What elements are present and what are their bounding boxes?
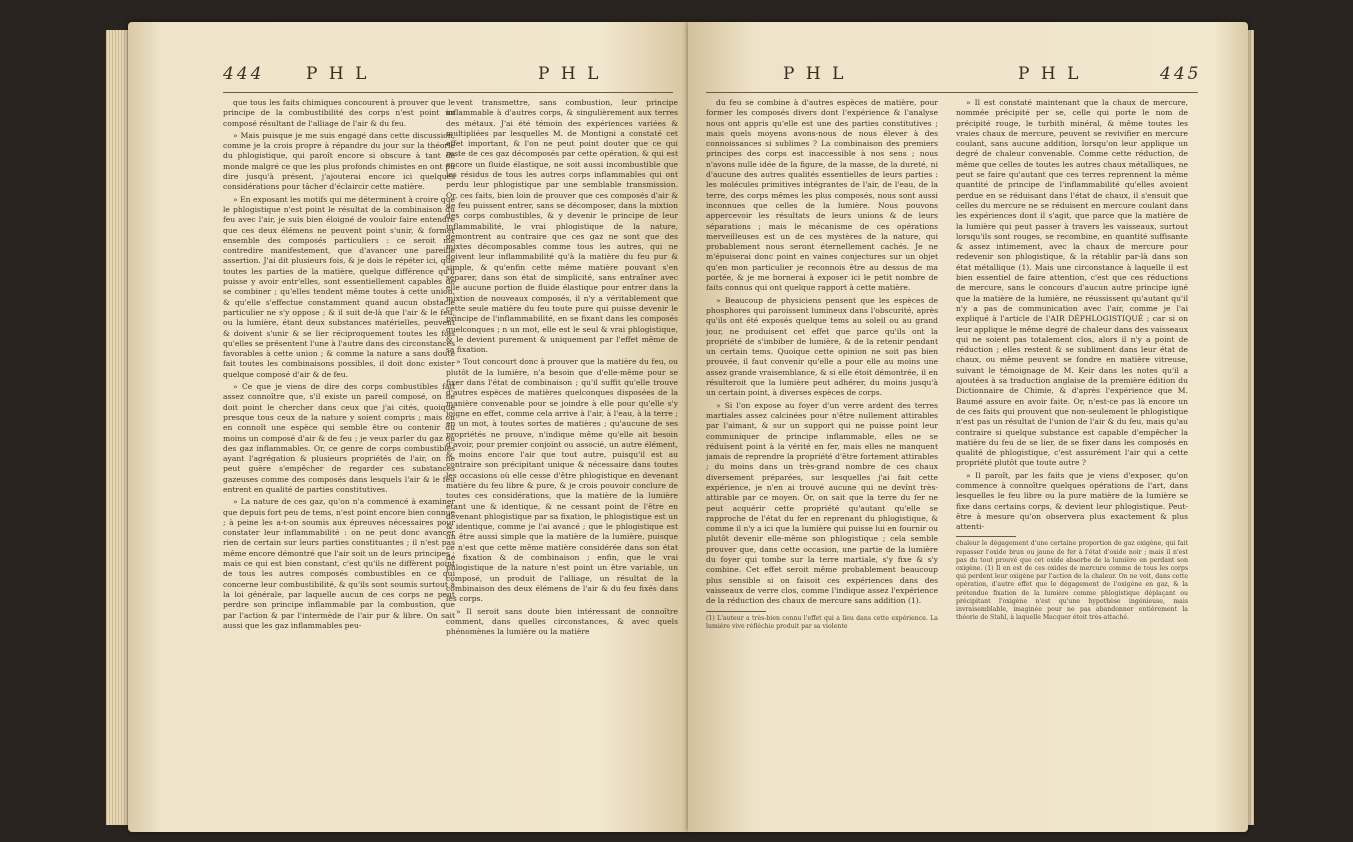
right-page-column-2 xyxy=(956,98,1188,818)
header-rule-left xyxy=(223,92,673,93)
footnote: (1) L'auteur a très-bien connu l'effet qui a lieu dans cette expérience. La lumière vive réfléchie produit par sa violente xyxy=(706,614,938,630)
paragraph: vent transmettre, sans combustion, leur principe inflammable à d'autres corps, & singulièrement aux terres des métaux. J'ai été témoin des expériences variées & multipliées par lesquelles M. de Montigni a constaté cet effet important, & l'on ne peut point douter que ce qui reste de ces gaz décomposés par cette opération, & qui est encore un fluide élastique, ne soit aussi incombustible que les résidus de tous les autres corps inflammables qui ont perdu leur phlogistique par une semblable transmission. Or, ces faits, bien loin de prouver que ces composés d'air & de feu puissent entrer, sans se décomposer, dans la mixtion des corps combustibles, & y devenir le principe de leur inflammabilité, le vrai phlogistique de la nature, démontrent au contraire que ces gaz ne sont que des mixtes décomposables comme tous les autres, qui ne doivent leur inflammabilité qu'à la matière du feu pur & simple, & qu'enfin cette même matière pouvant s'en séparer, dans son état de simplicité, sans entraîner avec elle aucune portion de fluide élastique pour entrer dans la mixtion de nouveaux composés, il n'y a véritablement que cette seule matière du feu toute pure qui puisse devenir le principe de l'inflammabilité, en se fixant dans les composés quelconques ; n un mot, elle est le seul & vrai phlogistique, & le devient purement & uniquement par l'effet même de sa fixation. xyxy=(446,98,678,355)
paragraph: » Il seroit sans doute bien intéressant de connoître comment, dans quelles circonstances, & avec quels phénomènes la lumière ou la matière xyxy=(446,606,678,637)
right-page xyxy=(688,22,1248,832)
paragraph: » Tout concourt donc à prouver que la matière du feu, ou plutôt de la lumière, n'a besoin que d'elle-même pour se fixer dans l'état de combinaison ; qu'il suffit qu'elle trouve d'autres espèces de matières quelconques disposées de la manière convenable pour se joindre à elle pour qu'elle s'y joigne en effet, comme cela arrive à l'air, à l'eau, à la terre ; en un mot, à toutes sortes de matières ; qu'aucune de ses propriétés ne prouve, n'indique même qu'elle ait besoin d'avoir, pour premier conjoint ou associé, un autre élément, & moins encore l'air que tout autre, puisqu'il est au contraire son précipitant unique & nécessaire dans toutes les occasions où elle cesse d'être phlogistique en devenant matière du feu libre & pure, & je crois pouvoir conclure de toutes ces considérations, que la matière de la lumière étant une & identique, & ne cessant point de l'être en devenant phlogistique par sa fixation, le phlogistique est un & identique, comme je l'ai avancé ; que le phlogistique est un être aussi simple que la matière de la lumière, puisque ce n'est que cette même matière considérée dans son état de fixation & de combinaison ; enfin, que le vrai phlogistique de la nature n'est point un être variable, un composé, un produit de l'alliage, un résultat de la combinaison des deux élémens de l'air & du feu fixés dans les corps. xyxy=(446,357,678,604)
paragraph: » Mais puisque je me suis engagé dans cette discussion, comme je la crois propre à répandre du jour sur la théorie du phlogistique, qui paroît encore si obscure à tant de monde malgré ce que les plus profonds chimistes en ont pu dire jusqu'à présent, j'ajouterai encore ici quelques considérations pour tâcher d'éclaircir cette matière. xyxy=(223,130,455,192)
page-number-right: 445 xyxy=(1160,64,1202,84)
paragraph: » La nature de ces gaz, qu'on n'a commencé à examiner que depuis fort peu de tems, n'est point encore bien connue ; à peine les a-t-on soumis aux épreuves nécessaires pour constater leur inflammabilité : on ne peut donc avancer rien de certain sur leurs parties constituantes ; il n'est pas même encore démontré que l'air soit un de leurs principes ; mais ce qui est bien constant, c'est qu'ils ne diffèrent point de tous les autres composés combustibles en ce qui concerne leur combustibilité, & qu'ils sont soumis surtout à la loi générale, par laquelle aucun de ces corps ne peut perdre son principe inflammable par la combustion, que par l'action & par l'intermède de l'air pur & libre. On sait aussi que les gaz inflammables peu- xyxy=(223,497,455,630)
running-head-left-1: P H L xyxy=(306,64,370,84)
footnote-rule xyxy=(706,611,766,612)
paragraph: » Si l'on expose au foyer d'un verre ardent des terres martiales assez calcinées pour n'être nullement attirables par l'aimant, & sur un support qui ne puisse point leur communiquer de principe inflammable, elles ne se réduisent point à la vérité en fer, mais elles ne manquent jamais de reprendre la propriété d'être fortement attirables ; du moins dans un très-grand nombre de ces chaux diversement préparées, sur lesquelles j'ai fait cette expérience, je n'en ai trouvé aucune qui ne devînt très-attirable par ce moyen. Or, on sait que la terre du fer ne peut acquérir cette propriété qu'autant qu'elle se rapproche de l'état du fer en reprenant du phlogistique, & comme il n'y a ici que la lumière qui puisse lui en fournir ou plutôt devenir elle-même son phlogistique ; cela semble prouver que, dans cette occasion, une partie de la lumière du foyer qui tombe sur la terre martiale, s'y fixe & s'y combine. Cet effet seroit même probablement beaucoup plus sensible si on faisoit ces expériences dans des vaisseaux de verre clos, comme l'indique assez l'expérience de la réduction des chaux de mercure sans addition (1). xyxy=(706,400,938,606)
paragraph: que tous les faits chimiques concourent à prouver que le principe de la combustibilité des corps n'est point un composé résultant de l'alliage de l'air & du feu. xyxy=(223,98,455,128)
paragraph: » En exposant les motifs qui me déterminent à croire que le phlogistique n'est point le résultat de la combinaison du feu avec l'air, je suis bien éloigné de vouloir faire entendre que ces deux élémens ne peuvent point s'unir, & former ensemble des composés particuliers : ce seroit me contredire manifestement, que d'avancer une pareille assertion. J'ai dit plusieurs fois, & je dois le répéter ici, que toutes les parties de la matière, quelque différence qu'il puisse y avoir entr'elles, sont essentiellement capables de se combiner ; qu'elles tendent même toutes à cette union, & qu'elle s'effectue constamment quand aucun obstacle particulier ne s'y oppose ; & il suit de-là que l'air & le feu, ou la lumière, étant deux substances matérielles, peuvent & doivent s'unir & se lier réciproquement toutes les fois qu'elles se présentent l'une à l'autre dans des circonstances favorables à cette union ; & comme la nature a sans doute fait toutes les combinaisons possibles, il doit donc exister quelque composé d'air & de feu. xyxy=(223,194,455,379)
header-rule-right xyxy=(706,92,1198,93)
right-page-column-1 xyxy=(706,98,938,818)
open-book xyxy=(128,22,1248,832)
footnote-rule xyxy=(956,536,1016,537)
paragraph: du feu se combine à d'autres espèces de matière, pour former les composés divers dont l'expérience & l'analyse nous ont appris qu'elle est une des parties constitutives ; mais quels moyens avons-nous de nous élever à des connoissances si sublimes ? La combinaison des premiers principes des corps est inaccessible à nos sens ; nous n'avons nulle idée de la figure, de la masse, de la dureté, ni d'aucune des autres qualités essentielles de leurs parties : les molécules primitives intégrantes de l'air, de l'eau, de la terre, des corps mêmes les plus composés, nous sont aussi inconnues que celles de la lumière. Nous pouvons appercevoir les résultats de leurs unions & de leurs séparations ; mais le mécanisme de ces opérations merveilleuses est un de ces mystères de la nature, qui probablement nous seront éternellement cachés. Je ne m'épuiserai donc point en vaines conjectures sur un objet qu'en mon particulier je reconnois être au dessus de ma portée, & je me bornerai à exposer ici le petit nombre de faits connus qui ont quelque rapport à cette matière. xyxy=(706,98,938,293)
page-number-left: 444 xyxy=(223,64,265,84)
left-page-column-1 xyxy=(223,98,455,818)
left-page xyxy=(128,22,688,832)
paragraph: » Ce que je viens de dire des corps combustibles fait assez connoître que, s'il existe un pareil composé, on ne doit point le chercher dans ceux que j'ai cités, quoique presque tous ceux de la nature y soient compris ; mais on en connoît une espèce qui semble être ou contenir du moins un composé d'air & de feu ; je veux parler du gaz ou des gaz inflammables. Or, ce genre de corps combustibles ayant l'agrégation & plusieurs propriétés de l'air, on ne peut guère s'empêcher de regarder ces substances gazeuses comme des composés dans lesquels l'air & le feu entrent en qualité de parties constitutives. xyxy=(223,382,455,494)
paragraph: » Il est constaté maintenant que la chaux de mercure, nommée précipité per se, celle qui porte le nom de précipité rouge, le turbith minéral, & même toutes les vraies chaux de mercure, peuvent se revivifier en mercure coulant, sans aucune addition, lorsqu'on leur applique un degré de chaleur convenable. Comme cette réduction, de même que celles de toutes les autres chaux métalliques, ne peut se faire qu'autant que ces terres reprennent la même quantité de principe de l'inflammabilité qu'elles avoient perdue en se réduisant dans l'état de chaux, il s'ensuit que celles du mercure ne se réduisent en mercure coulant dans les expériences dont il s'agit, que parce que la matière de la lumière qui peut passer à travers les vaisseaux, surtout lorsqu'ils sont rouges, se recombine, en quantité suffisante & assez intimement, avec la chaux de mercure pour redevenir son phlogistique, & la rétablir par-là dans son état métallique (1). Mais une circonstance à laquelle il est bien essentiel de faire attention, c'est que ces réductions de mercure, sans le concours d'aucun autre principe igné que la matière de la lumière, ne réussissent qu'autant qu'il n'y a pas de communication avec l'air, comme je l'ai expliqué à l'article de l'AIR DÉPHLOGISTIQUÉ ; car si on leur applique le même degré de chaleur dans des vaisseaux qui ne soient pas totalement clos, alors il n'y a point de réduction ; elles restent & se subliment dans leur état de chaux, ou même peuvent se fondre en matière vitreuse, suivant le témoignage de M. Keir dans les notes qu'il a ajoutées à sa traduction anglaise de la première édition du Dictionnaire de Chimie, & d'après l'expérience que M. Baumé assure en avoir faite. Or, n'est-ce pas là encore un de ces faits qui prouvent que non-seulement le phlogistique n'est pas un résultat de l'union de l'air & du feu, mais qu'au contraire si quelque substance est capable d'empêcher la matière du feu de se lier, de se fixer dans les composés en qualité de phlogistique, c'est assurément l'air qui a cette propriété plutôt que toute autre ? xyxy=(956,98,1188,468)
footnote: chaleur le dégagement d'une certaine proportion de gaz oxigène, qui fait repasser l'oxide brun ou jaune de fer à l'état d'oxide noir ; mais il n'est pas du tout prouvé que cet oxide absorbe de la lumière en perdant son oxigène. (1) Il en est de ces oxides de mercure comme de tous les corps qui perdent leur oxigène par l'action de la chaleur. On ne voit, dans cette opération, d'autre effet que le dégagement de l'oxigène en gaz, & la prétendue fixation de la lumière comme phlogistique déplaçant ou précipitant l'oxigène n'est qu'une hypothèse ingénieuse, mais invraisemblable, imaginée pour ne pas abandonner entièrement la théorie de Stahl, à laquelle Macquer étoit très-attaché. xyxy=(956,540,1188,622)
running-head-right-2: P H L xyxy=(1018,64,1082,84)
paragraph: » Beaucoup de physiciens pensent que les espèces de phosphores qui paroissent lumineux dans l'obscurité, après qu'ils ont été exposés quelque tems au soleil ou au grand jour, ne produisent cet effet que parce qu'ils ont la propriété de s'imbiber de lumière, & de la retenir pendant un certain tems. Quoique cette opinion ne soit pas bien prouvée, il faut convenir qu'elle a pour elle au moins une assez grande vraisemblance, & si elle étoit démontrée, il en résulteroit que la lumière peut adhérer, du moins jusqu'à un certain point, à diverses espèces de corps. xyxy=(706,295,938,398)
left-page-column-2 xyxy=(446,98,678,818)
running-head-right-1: P H L xyxy=(783,64,847,84)
running-head-left-2: P H L xyxy=(538,64,602,84)
paragraph: » Il paroît, par les faits que je viens d'exposer, qu'on commence à connoître quelques opérations de l'art, dans lesquelles le feu libre ou la pure matière de la lumière se fixe dans certains corps, & devient leur phlogistique. Peut-être à mesure qu'on observera plus exactement & plus attenti- xyxy=(956,470,1188,532)
